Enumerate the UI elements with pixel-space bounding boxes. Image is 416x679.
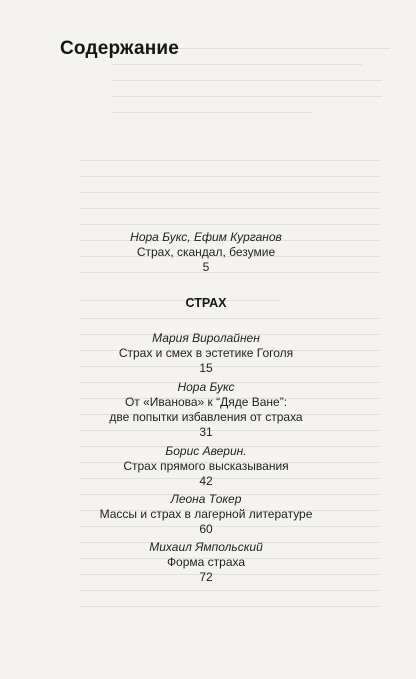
entry-author: Михаил Ямпольский xyxy=(149,540,263,554)
toc-entry xyxy=(58,380,354,440)
contents-heading: Содержание xyxy=(60,38,180,59)
toc-entry xyxy=(58,492,354,537)
toc-entry xyxy=(58,444,354,489)
entry-title: От «Иванова» к “Дяде Ване”: xyxy=(124,395,288,409)
entry-author: Нора Букс, Ефим Курганов xyxy=(130,230,282,244)
entry-page-number: 72 xyxy=(199,570,213,584)
entry-author: Мария Виролайнен xyxy=(152,331,260,345)
entry-title: Массы и страх в лагерной литературе xyxy=(99,507,313,521)
entry-author: Нора Букс xyxy=(177,380,235,394)
entry-title: Страх, скандал, безумие xyxy=(136,245,276,259)
entry-page-number: 42 xyxy=(199,474,213,488)
entry-title: Страх прямого высказывания xyxy=(123,459,289,473)
entry-author: Леона Токер xyxy=(170,492,242,506)
entry-page-number: 5 xyxy=(202,260,210,274)
toc-entry xyxy=(58,331,354,376)
toc-entry xyxy=(58,540,354,585)
section-title: СТРАХ xyxy=(185,296,227,310)
entry-page-number: 60 xyxy=(199,522,213,536)
entry-title-line-2: две попытки избавления от страха xyxy=(109,410,303,424)
entry-page-number: 15 xyxy=(199,361,213,375)
toc-entry xyxy=(58,230,354,275)
entry-title: Форма страха xyxy=(166,555,246,569)
entry-author: Борис Аверин. xyxy=(165,444,247,458)
entry-title: Страх и смех в эстетике Гоголя xyxy=(118,346,294,360)
entry-page-number: 31 xyxy=(199,425,213,439)
